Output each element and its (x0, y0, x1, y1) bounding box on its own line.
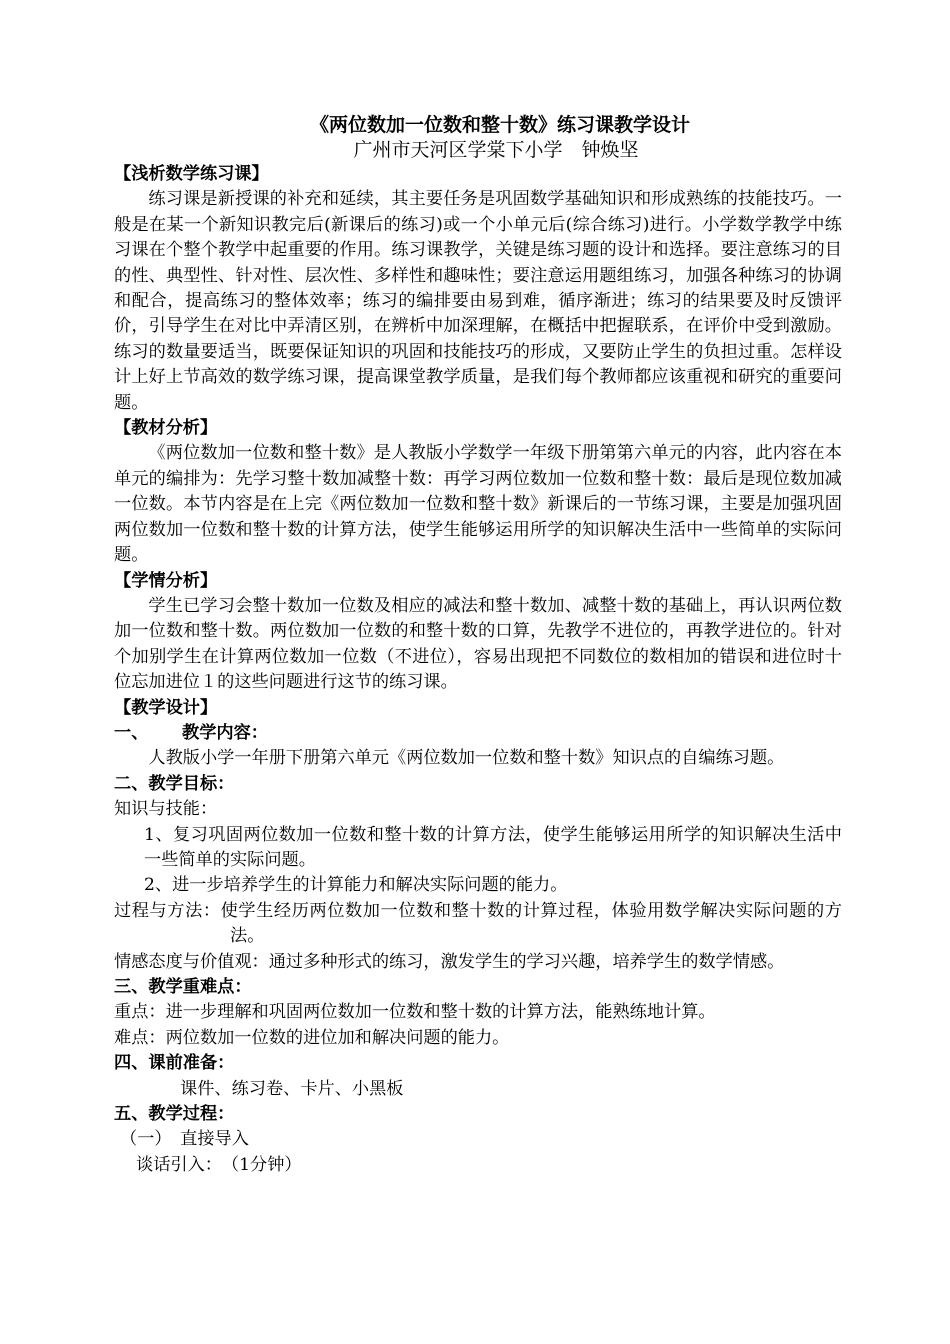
difficult-point: 难点：两位数加一位数的进位加和解决问题的能力。 (114, 1027, 510, 1048)
item-teaching-goals-heading: 二、教学目标： (114, 773, 235, 794)
item-label: 教学内容： (182, 722, 268, 743)
goals-knowledge-label: 知识与技能： (114, 799, 218, 820)
preparation-materials: 课件、练习卷、卡片、小黑板 (180, 1078, 404, 1099)
section-heading-student-analysis: 【学情分析】 (114, 570, 218, 591)
goals-process-method: 过程与方法：使学生经历两位数加一位数和整十数的计算过程，体验用数学解决实际问题的方法。 (114, 900, 842, 947)
document-page (114, 112, 842, 1178)
item-teaching-process-heading: 五、教学过程： (114, 1104, 235, 1125)
section-heading-practice-class: 【浅析数学练习课】 (114, 164, 269, 184)
section-body-student-analysis: 学生已学习会整十数加一位数及相应的减法和整十数加、减整十数的基础上，再认识两位数加一位数和整十数。两位数加一位数的和整十数的口算，先教学不进位的，再教学进位的。针对个加别学生在计算两位数加一位数（不进位），容易出现把不同数位的数相加的错误和进位时十位忘加进位１的这些问题进行这节的练习课。 (114, 595, 842, 693)
goal-2: 2、进一步培养学生的计算能力和解决实际问题的能力。 (144, 875, 568, 896)
document-title: 《两位数加一位数和整十数》练习课教学设计 (309, 114, 690, 136)
goals-emotion-values: 情感态度与价值观：通过多种形式的练习，激发学生的学习兴趣，培养学生的数学情感。 (114, 951, 785, 972)
item-number: 一、 (114, 722, 149, 743)
item-preparation-heading: 四、课前准备： (114, 1053, 235, 1074)
item-teaching-content-body: 人教版小学一年册下册第六单元《两位数加一位数和整十数》知识点的自编练习题。 (148, 748, 785, 769)
item-teaching-content-heading (114, 721, 842, 746)
key-point: 重点：进一步理解和巩固两位数加一位数和整十数的计算方法，能熟练地计算。 (114, 1002, 716, 1023)
section-heading-teaching-design: 【教学设计】 (114, 697, 218, 718)
section-body-textbook-analysis: 《两位数加一位数和整十数》是人教版小学数学一年级下册第第六单元的内容，此内容在本单元的编排为：先学习整十数加减整十数：再学习两位数加一位数和整十数：最后是现位数加减一位数。本节内容是在上完《两位数加一位数和整十数》新课后的一节练习课，主要是加强巩固两位数加一位数和整十数的计算方法，使学生能够运用所学的知识解决生活中一些简单的实际问题。 (114, 443, 842, 566)
author-line: 广州市天河区学棠下小学 钟焕坚 (353, 139, 639, 161)
process-step-intro: （一） 直接导入 (120, 1129, 249, 1150)
section-body-practice-class: 练习课是新授课的补充和延续，其主要任务是巩固数学基础知识和形成熟练的技能技巧。一般是在某一个新知识教完后(新课后的练习)或一个小单元后(综合练习)进行。小学数学教学中练习课在个整个教学中起重要的作用。练习课教学，关键是练习题的设计和选择。要注意练习的目的性、典型性、针对性、层次性、多样性和趣味性；要注意运用题组练习，加强各种练习的协调和配合，提高练习的整体效率；练习的编排要由易到难，循序渐进；练习的结果要及时反馈评价，引导学生在对比中弄清区别，在辨析中加深理解，在概括中把握联系，在评价中受到激励。练习的数量要适当，既要保证知识的巩固和技能技巧的形成，又要防止学生的负担过重。怎样设计上好上节高效的数学练习课，提高课堂教学质量，是我们每个教师都应该重视和研究的重要问题。 (114, 189, 842, 413)
process-step-intro-talk: 谈话引入： （1分钟） (136, 1154, 302, 1175)
goal-1: 1、复习巩固两位数加一位数和整十数的计算方法，使学生能够运用所学的知识解决生活中一些简单的实际问题。 (144, 824, 842, 870)
section-heading-textbook-analysis: 【教材分析】 (114, 418, 218, 439)
item-key-points-heading: 三、教学重难点： (114, 977, 252, 997)
